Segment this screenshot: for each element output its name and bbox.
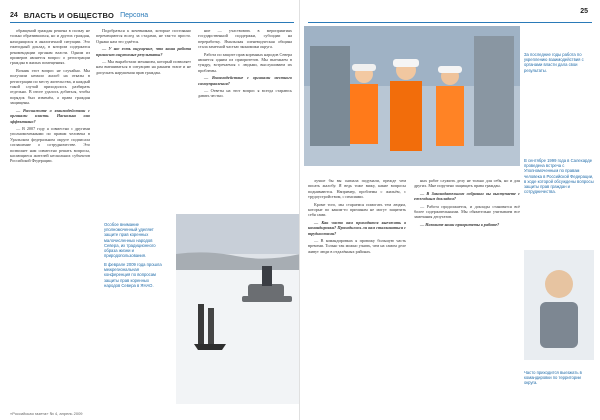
right-page xyxy=(300,0,600,420)
question: — Расскажите о взаимодействии с органами власти. Насколько оно эффективно? xyxy=(10,107,90,124)
side-caption-2: В сентябре 1999 года в Салехарде проведена встреча с Уполномоченным по правам человека в Российской Федерации, в ходе которой обсуждены вопросы защиты прав граждан и сотрудничества. xyxy=(524,158,594,195)
question: — Взаимодействие с органами местного самоуправления? xyxy=(198,75,292,86)
paragraph: Возник этот вопрос не случайно. Мы получили немало жалоб на отказы в регистрации по месту жительства, и каждый такой случай приходилось разбирать отдельно. В итоге удалось добиться, чтобы порядок был изменён, а права граждан защищены. xyxy=(10,67,90,106)
photo-caption-2: В феврале 2009 года прошла межрегиональная конференция по вопросам защиты прав коренных народов Севера в ЯНАО. xyxy=(104,262,162,288)
header-rule xyxy=(10,22,294,23)
paragraph: — Работа продолжается, и доклады становятся всё более содержательными. Мы обязательно учитываем все замечания депутатов. xyxy=(414,203,520,220)
paragraph: обращений граждан решена в пользу не только обратившихся, но и других граждан, находящихся в аналогичной ситуации. Это ежегодный доклад, в котором содержатся рекомендации органам власти. Одним из примеров является вопрос о регистрации граждан в жилых помещениях. xyxy=(10,28,90,66)
left-column-1 xyxy=(10,28,90,166)
section-title: ВЛАСТЬ И ОБЩЕСТВО xyxy=(23,10,115,20)
left-page-number: 24 xyxy=(10,11,18,19)
question: — У вас есть ощущение, что ваша работа приносит ощутимые результаты? xyxy=(96,46,191,57)
snowmobile-photo xyxy=(176,214,300,404)
paragraph: ных работ служить делу не только для себя, но и для других. Мне поручено защищать права граждан. xyxy=(414,178,520,189)
paragraph: Кроме того, мы стараемся помогать тем людям, которые по каким-то причинам не могут защитить себя сами. xyxy=(308,201,406,218)
left-column-3 xyxy=(198,28,292,101)
left-column-2 xyxy=(96,28,191,77)
right-column-1 xyxy=(308,178,406,256)
page-header xyxy=(10,8,148,22)
right-column-2 xyxy=(414,178,520,229)
paragraph: Подобраться к кочевникам, которые постоянно перемещаются вслед за стадами, не так-то просто. Однако нам это удаётся. xyxy=(96,28,191,44)
question: — В Законодательном собрании вы выступаете с ежегодным докладом? xyxy=(414,190,520,202)
footer: «Российская газета» № 4, апрель 2009 xyxy=(10,411,83,416)
paragraph: лучше бы вы сначала подумали, прежде чем писать жалобу. Я ведь тоже вижу, какие вопросы поднимаются. Например, проблемы с жильём, с трудоустройством, с пенсиями. xyxy=(308,178,406,200)
rubric-label: Персона xyxy=(120,11,149,19)
portrait-photo xyxy=(524,250,594,360)
photo-caption: Особое внимание уполномоченный уделяет защите прав коренных малочисленных народов Севера, их традиционного образа жизни и природопользования. xyxy=(104,222,156,259)
paragraph: — Ответы на этот вопрос я всегда стараюсь давать честно. xyxy=(198,88,292,99)
bottom-caption: Часто приходится выезжать в командировки по территории округа. xyxy=(524,370,582,386)
paragraph: ние — участвовать в мероприятиях государственной поддержки, субсидии на переработку. Ямальская оленеводческая община стала заметной частью экономики округа. xyxy=(198,28,292,50)
paragraph: — Мы выработали механизм, который позволяет нам вмешиваться в ситуацию на раннем этапе и не допускать нарушения прав граждан. xyxy=(96,59,191,75)
right-page-number: 25 xyxy=(580,8,588,15)
question: — Назовите ваши приоритеты в работе? xyxy=(420,221,500,227)
question: — Как часто вам приходится выезжать в командировки? Приходилось ли вам сталкиваться с трудностями? xyxy=(308,219,406,236)
paragraph: — В командировках я провожу большую часть времени. Только так можно узнать, чем на самом деле живут люди в отдалённых районах. xyxy=(308,238,406,254)
paragraph: — В 2007 году я совместно с другими уполномоченными по правам человека в Уральском федеральном округе подписала соглашение о сотрудничестве. Это позволяет нам совместно решать вопросы, касающиеся жителей нескольких субъектов Российской Федерации. xyxy=(10,125,90,164)
workers-photo xyxy=(304,26,520,166)
paragraph: Работа по защите прав коренных народов Севера является одним из приоритетов. Мы выезжаем в тундру, встречаемся с людьми, выслушиваем их проблемы. xyxy=(198,51,292,73)
header-rule xyxy=(308,22,592,23)
side-caption-1: За последние годы работа по укреплению взаимодействия с органами власти дала свои результаты. xyxy=(524,52,584,73)
